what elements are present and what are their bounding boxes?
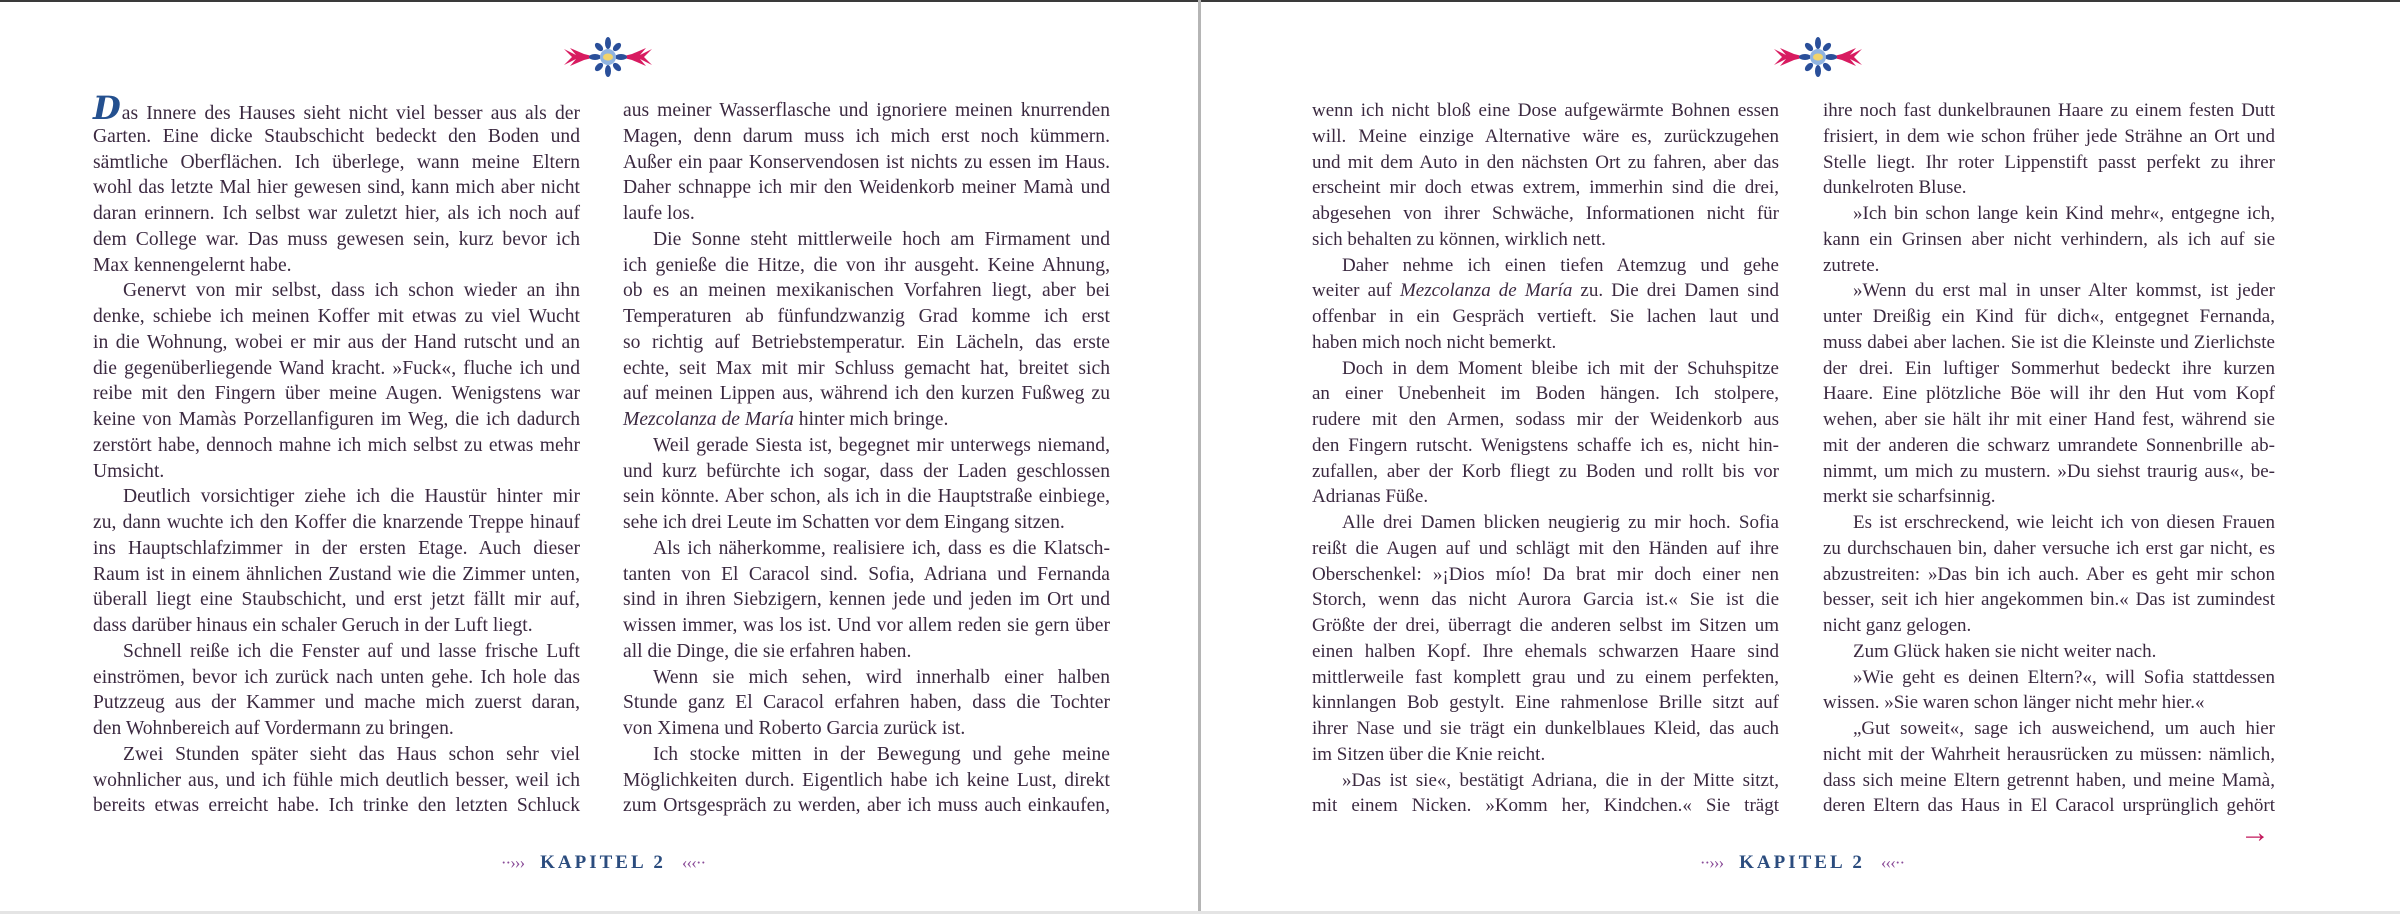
text-column <box>93 89 580 819</box>
line-text: reißt die Augen auf und schlägt mit den Händen auf ihre <box>1312 537 1779 559</box>
paragraph <box>1823 716 2275 819</box>
line-text: abzustreiten: »Das bin ich auch. Aber es geht mir schon <box>1823 563 2275 585</box>
line-text: sind in ihren Siebzigern, kennen jede und jeden im Ort und <box>623 589 1110 611</box>
line-text: mit einem Nicken. »Komm her, Kindchen.« Sie trägt <box>1312 795 1779 817</box>
text-line <box>1312 175 1779 201</box>
line-text: Es ist erschreckend, wie leicht ich von diesen Frauen <box>1853 512 2275 533</box>
line-text: »Wenn du erst mal in unser Alter kommst, ist jeder <box>1853 280 2275 302</box>
line-text: Schnell reiße ich die Fenster auf und lasse frische Luft <box>123 640 580 662</box>
text-line <box>1312 587 1779 613</box>
line-text: besser, seit ich hier angekommen bin.« Das ist zumindest <box>1823 589 2275 611</box>
line-text: all die Dinge, die sie erfahren haben. <box>623 640 912 662</box>
text-line <box>1823 150 2275 176</box>
text-line <box>1823 201 2275 227</box>
line-text: bereits etwas erreicht habe. Ich trinke den letzten Schluck <box>93 795 580 817</box>
line-text: unter Dreißig ein Kind für dich«, entgegnet Fernanda, <box>1823 306 2275 327</box>
line-text: Genervt von mir selbst, dass ich schon wieder an ihn <box>123 280 580 302</box>
line-text: Daher schnappe ich mir den Weidenkorb meiner Mamà und <box>623 177 1110 199</box>
line-text: wohnlicher aus, und ich fühle mich deutlich besser, weil ich <box>93 769 580 791</box>
paragraph <box>623 665 1110 742</box>
text-line <box>623 356 1110 382</box>
text-line <box>1312 278 1779 304</box>
line-text: im Sitzen über die Knie reicht. <box>1312 743 1546 765</box>
text-line <box>623 304 1110 330</box>
continue-arrow-icon: → <box>2240 816 2270 849</box>
text-line <box>1312 459 1779 485</box>
text-line <box>1312 227 1779 253</box>
line-text: sämtliche Oberflächen. Ich überlege, wann meine Eltern <box>93 151 580 173</box>
text-column <box>1312 98 1779 819</box>
line-text: Garten. Eine dicke Staubschicht bedeckt den Boden und <box>93 125 580 147</box>
text-line <box>623 536 1110 562</box>
text-line <box>1312 716 1779 742</box>
text-line <box>93 587 580 613</box>
line-text: Deutlich vorsichtiger ziehe ich die Haustür hinter mir <box>123 486 580 508</box>
line-text: sich behalten zu können, wirklich nett. <box>1312 228 1606 250</box>
line-text: und mit dem Auto in den nächsten Ort zu fahren, aber das <box>1312 151 1779 173</box>
line-text: echte, seit Max mit mir Schluss gemacht hat, breitet sich <box>623 357 1110 379</box>
line-text: Alle drei Damen blicken neugierig zu mir hoch. Sofia <box>1342 512 1779 533</box>
line-text: weiter auf <box>1312 280 1400 302</box>
line-text: zutrete. <box>1823 254 1880 276</box>
text-line <box>93 304 580 330</box>
text-line <box>1823 459 2275 485</box>
text-line <box>623 716 1110 742</box>
line-text: einen halben Kopf. Ihre ehemals schwarzen Haare sind <box>1312 640 1779 662</box>
footer-right-decoration: ‹‹‹·· <box>681 853 706 872</box>
paragraph <box>623 742 1110 819</box>
line-text: zerstört habe, dennoch mahne ich mich selbst zu etwas mehr <box>93 434 580 456</box>
paragraph <box>93 89 580 278</box>
chapter-label: KAPITEL 2 <box>1739 852 1865 873</box>
text-line <box>1823 433 2275 459</box>
line-text: keine von Mamàs Porzellanfiguren im Weg, die ich dadurch <box>93 409 580 430</box>
line-text: as Innere des Hauses sieht nicht viel besser aus als der <box>121 103 580 124</box>
text-line <box>623 201 1110 227</box>
line-text: muss dabei aber lachen. Sie ist die Kleinste und Zierlichste <box>1823 331 2275 353</box>
line-text: Wenn sie mich sehen, wird innerhalb einer halben <box>653 666 1110 688</box>
text-line <box>623 330 1110 356</box>
line-text: Die Sonne steht mittlerweile hoch am Firmament und <box>653 228 1110 250</box>
text-line <box>623 665 1110 691</box>
text-line <box>93 742 580 768</box>
text-line <box>1312 793 1779 819</box>
paragraph <box>623 227 1110 433</box>
line-text: Storch, wenn das nicht Aurora Garcia ist.« Sie ist die <box>1312 589 1779 611</box>
text-line <box>1823 407 2275 433</box>
line-text: wenn ich nicht bloß eine Dose aufgewärmte Bohnen essen <box>1312 100 1779 121</box>
text-line <box>623 278 1110 304</box>
text-line <box>93 562 580 588</box>
line-text: „Gut soweit«, sage ich ausweichend, um auch hier <box>1853 718 2275 739</box>
text-line <box>1312 381 1779 407</box>
text-line <box>1823 665 2275 691</box>
line-text: nicht ganz gelogen. <box>1823 615 1972 636</box>
paragraph <box>1823 639 2275 665</box>
text-line <box>1312 536 1779 562</box>
text-line <box>623 98 1110 124</box>
line-text: die gegenüberliegende Wand kracht. »Fuck«, fluche ich und <box>93 357 580 379</box>
text-line <box>1312 665 1779 691</box>
text-line <box>623 587 1110 613</box>
paragraph <box>1312 356 1779 511</box>
line-text: zufallen, aber der Korb fliegt zu Boden und rollt bis vor <box>1312 460 1779 482</box>
text-line <box>623 124 1110 150</box>
paragraph <box>623 98 1110 227</box>
line-text: haben mich noch nicht bemerkt. <box>1312 331 1557 353</box>
text-line <box>623 381 1110 407</box>
line-text: deren Eltern das Haus in El Caracol ursprünglich gehört <box>1823 795 2275 817</box>
line-text: Raum ist in einem ähnlichen Zustand wie die Zimmer unten, <box>93 563 580 585</box>
text-line <box>1312 742 1779 768</box>
line-text: tanten von El Caracol sind. Sofia, Adriana und Fernanda <box>623 563 1110 585</box>
text-line <box>1312 562 1779 588</box>
line-text: wohl das letzte Mal hier gewesen sind, kann mich aber nicht <box>93 177 580 199</box>
line-text: ich genieße die Hitze, die von ihr ausgeht. Keine Ahnung, <box>623 254 1110 276</box>
line-text: Ich stocke mitten in der Bewegung und gehe meine <box>653 743 1110 765</box>
running-footer <box>1700 852 1904 874</box>
text-line <box>1823 484 2275 510</box>
text-line <box>1312 433 1779 459</box>
footer-left-decoration: ··››› <box>500 853 525 872</box>
text-line <box>1823 613 2275 639</box>
text-line <box>623 768 1110 794</box>
line-text: Als ich näherkomme, realisiere ich, dass es die Klatsch- <box>653 537 1110 559</box>
text-line <box>1823 536 2275 562</box>
line-text: denke, schiebe ich meinen Koffer mit etwas zu viel Wucht <box>93 306 580 327</box>
paragraph <box>623 536 1110 665</box>
line-text: den Wohnbereich auf Vordermann zu bringen. <box>93 718 454 739</box>
line-text: nicht mit der Wahrheit herausrücken zu müssen: nämlich, <box>1823 743 2275 765</box>
text-line <box>623 484 1110 510</box>
text-line <box>1312 253 1779 279</box>
line-text: ihre noch fast dunkelbraunen Haare zu einem festen Dutt <box>1823 100 2275 121</box>
line-text: »Wie geht es deinen Eltern?«, will Sofia stattdessen <box>1853 666 2275 688</box>
line-text: Weil gerade Siesta ist, begegnet mir unterwegs niemand, <box>653 434 1110 456</box>
italic-title-text: Mezcolanza de María <box>1399 280 1573 302</box>
line-text: sehe ich drei Leute im Schatten vor dem Eingang sitzen. <box>623 512 1065 533</box>
text-line <box>93 381 580 407</box>
text-line <box>93 330 580 356</box>
paragraph <box>93 278 580 484</box>
line-text: Umsicht. <box>93 460 165 482</box>
text-line <box>93 150 580 176</box>
line-text: erscheint mir doch etwas extrem, immerhin sind die drei, <box>1312 177 1779 199</box>
text-line <box>1312 356 1779 382</box>
text-line <box>623 793 1110 819</box>
text-line <box>1823 253 2275 279</box>
text-line <box>1823 124 2275 150</box>
line-text: nimmt, um mich zu mustern. »Du siehst traurig aus«, be- <box>1823 460 2275 482</box>
text-line <box>93 407 580 433</box>
text-line <box>93 356 580 382</box>
text-line <box>93 690 580 716</box>
line-text: Adrianas Füße. <box>1312 486 1429 508</box>
text-line <box>1312 98 1779 124</box>
line-text: hinter mich bringe. <box>793 409 949 430</box>
text-line <box>1823 175 2275 201</box>
line-text: dem College war. Das muss gewesen sein, kurz bevor ich <box>93 228 580 250</box>
line-text: kinnlangen Bob gestylt. Eine rahmenlose Brille sitzt auf <box>1312 692 1779 714</box>
line-text: einströmen, bevor ich zurück nach unten gehe. Ich hole das <box>93 666 580 688</box>
text-line <box>1312 150 1779 176</box>
footer-right-decoration: ‹‹‹·· <box>1880 853 1905 872</box>
line-text: wehen, aber sie hält ihr mit einer Hand fest, während sie <box>1823 409 2275 430</box>
chapter-label: KAPITEL 2 <box>540 852 666 873</box>
line-text: dass sich meine Eltern getrennt haben, und meine Mamà, <box>1823 769 2275 791</box>
text-line <box>1312 768 1779 794</box>
text-line <box>1312 201 1779 227</box>
text-line <box>1823 716 2275 742</box>
paragraph <box>1312 510 1779 768</box>
text-line <box>1312 510 1779 536</box>
line-text: Doch in dem Moment bleibe ich mit der Schuhspitze <box>1342 357 1779 379</box>
text-line <box>1312 690 1779 716</box>
text-column <box>1823 98 2275 819</box>
text-line <box>93 639 580 665</box>
text-line <box>93 253 580 279</box>
paragraph <box>1823 201 2275 278</box>
text-line <box>1823 227 2275 253</box>
text-line <box>93 613 580 639</box>
paragraph <box>93 484 580 639</box>
line-text: sein könnte. Aber schon, als ich in die Hauptstraße einbiege, <box>623 486 1110 508</box>
page-gutter-divider <box>1198 0 1201 914</box>
text-line <box>623 150 1110 176</box>
text-line <box>1312 407 1779 433</box>
line-text: Stunde ganz El Caracol erfahren haben, dass die Tochter <box>623 692 1110 714</box>
line-text: Möglichkeiten durch. Eigentlich habe ich keine Lust, direkt <box>623 769 1110 791</box>
paragraph <box>623 433 1110 536</box>
text-line <box>1823 742 2275 768</box>
line-text: Zum Glück haken sie nicht weiter nach. <box>1853 640 2157 662</box>
text-line <box>1823 304 2275 330</box>
line-text: auf meinen Lippen aus, während ich den kurzen Fußweg zu <box>623 383 1110 405</box>
line-text: in die Wohnung, wobei er mir aus der Hand rutscht und an <box>93 331 580 353</box>
text-line <box>93 793 580 819</box>
text-line <box>1823 562 2275 588</box>
line-text: Max kennengelernt habe. <box>93 254 292 276</box>
text-line <box>623 742 1110 768</box>
left-page <box>0 0 1198 914</box>
text-line <box>623 510 1110 536</box>
floral-ornament-icon <box>1772 35 1864 79</box>
line-text: will. Meine einzige Alternative wäre es, zurückzugehen <box>1312 125 1779 147</box>
text-line <box>1823 381 2275 407</box>
line-text: ob es an meinen mexikanischen Vorfahren liegt, aber bei <box>623 280 1110 302</box>
line-text: mittlerweile fast komplett grau und zu einem perfekten, <box>1312 666 1779 688</box>
line-text: rudere mit den Armen, sodass mir der Weidenkorb aus <box>1312 409 1779 430</box>
line-text: so richtig auf Betriebstemperatur. Ein Lächeln, das erste <box>623 331 1110 353</box>
line-text: »Ich bin schon lange kein Kind mehr«, entgegne ich, <box>1853 203 2275 224</box>
line-text: den Fingern rutscht. Wenigstens schaffe ich es, nicht hin- <box>1312 434 1779 456</box>
text-line <box>623 407 1110 433</box>
line-text: daran erinnern. Ich selbst war zuletzt hier, als ich noch auf <box>93 203 580 224</box>
text-line <box>1823 510 2275 536</box>
line-text: Größte der drei, überragt die anderen selbst im Sitzen um <box>1312 615 1779 636</box>
line-text: zu. Die drei Damen sind <box>1572 280 1779 302</box>
text-line <box>1823 587 2275 613</box>
text-line <box>93 510 580 536</box>
text-line <box>93 484 580 510</box>
paragraph <box>93 742 580 819</box>
line-text: merkt sie scharfsinnig. <box>1823 486 1996 508</box>
text-line <box>93 716 580 742</box>
text-column <box>623 98 1110 819</box>
text-line <box>623 459 1110 485</box>
text-line <box>1823 278 2275 304</box>
line-text: abgesehen von ihrer Schwäche, Informationen nicht für <box>1312 203 1779 224</box>
line-text: dass darüber hinaus ein schaler Geruch in der Luft liegt. <box>93 615 533 636</box>
line-text: Magen, denn darum muss ich mich erst noch kümmern. <box>623 125 1110 147</box>
line-text: mit der anderen die schwarz umrandete Sonnenbrille ab- <box>1823 434 2275 456</box>
paragraph <box>1823 665 2275 717</box>
line-text: dunkelroten Bluse. <box>1823 177 1967 199</box>
line-text: laufe los. <box>623 203 695 224</box>
text-line <box>93 459 580 485</box>
line-text: zum Ortsgespräch zu werden, aber ich muss auch einkaufen, <box>623 795 1110 817</box>
line-text: offenbar in ein Gespräch vertieft. Sie lachen laut und <box>1312 306 1779 327</box>
text-line <box>93 201 580 227</box>
text-line <box>623 562 1110 588</box>
text-line <box>623 613 1110 639</box>
paragraph <box>93 639 580 742</box>
text-line <box>623 639 1110 665</box>
text-line <box>93 175 580 201</box>
paragraph <box>1312 253 1779 356</box>
running-footer <box>501 852 705 874</box>
line-text: Zwei Stunden später sieht das Haus schon sehr viel <box>123 743 580 765</box>
text-line <box>623 433 1110 459</box>
text-line <box>1312 484 1779 510</box>
paragraph <box>1823 278 2275 510</box>
floral-ornament-icon <box>562 35 654 79</box>
text-line <box>1823 768 2275 794</box>
text-line <box>1312 304 1779 330</box>
text-line <box>1823 356 2275 382</box>
line-text: und kurz befürchte ich sogar, dass der Laden geschlossen <box>623 460 1110 482</box>
paragraph <box>1823 510 2275 639</box>
line-text: Temperaturen ab fünfundzwanzig Grad komme ich erst <box>623 306 1110 327</box>
line-text: frisiert, in dem wie schon früher jede Strähne an Ort und <box>1823 125 2275 147</box>
line-text: Daher nehme ich einen tiefen Atemzug und gehe <box>1342 254 1779 276</box>
line-text: ins Hauptschlafzimmer in der ersten Etage. Auch dieser <box>93 537 580 559</box>
line-text: ihrer Nase und sie trägt ein dunkelblaues Kleid, das auch <box>1312 718 1779 739</box>
line-text: an einer Unebenheit im Boden hängen. Ich stolpere, <box>1312 383 1779 405</box>
text-line <box>1823 639 2275 665</box>
line-text: zu durchschauen bin, daher versuche ich erst gar nicht, es <box>1823 537 2275 559</box>
paragraph <box>1312 768 1779 820</box>
line-text: aus meiner Wasserflasche und ignoriere meinen knurrenden <box>623 100 1110 121</box>
paragraph <box>1823 98 2275 201</box>
text-line <box>93 227 580 253</box>
text-line <box>1312 613 1779 639</box>
text-line <box>623 253 1110 279</box>
text-line <box>1823 98 2275 124</box>
line-text: wissen. »Sie waren schon länger nicht mehr hier.« <box>1823 692 2205 714</box>
text-line <box>623 175 1110 201</box>
text-line <box>1312 639 1779 665</box>
text-line <box>93 433 580 459</box>
line-text: reibe mit den Fingern über meine Augen. Wenigstens war <box>93 383 580 405</box>
line-text: Oberschenkel: »¡Dios mío! Da brat mir doch einer nen <box>1312 563 1779 585</box>
line-text: wissen immer, was los ist. Und vor allem reden sie gern über <box>623 615 1110 636</box>
line-text: der drei. Ein luftiger Sommerhut bedeckt ihre kurzen <box>1823 357 2275 379</box>
line-text: zu, dann wuchte ich den Koffer die knarzende Treppe hinauf <box>93 512 580 533</box>
line-text: »Das ist sie«, bestätigt Adriana, die in der Mitte sitzt, <box>1342 769 1779 791</box>
text-line <box>93 665 580 691</box>
text-line <box>623 690 1110 716</box>
line-text: von Ximena und Roberto Garcia zurück ist. <box>623 718 966 739</box>
line-text: kann ein Grinsen aber nicht verhindern, als ich auf sie <box>1823 228 2275 250</box>
text-line <box>1823 690 2275 716</box>
text-line <box>1823 793 2275 819</box>
text-line <box>93 124 580 150</box>
text-line <box>93 278 580 304</box>
paragraph <box>1312 98 1779 253</box>
line-text: überall liegt eine Staubschicht, und erst jetzt fällt mir auf, <box>93 589 580 611</box>
text-line <box>93 768 580 794</box>
text-line <box>1823 330 2275 356</box>
drop-cap: D <box>93 89 121 127</box>
footer-left-decoration: ··››› <box>1699 853 1724 872</box>
text-line <box>93 536 580 562</box>
text-line <box>1312 124 1779 150</box>
line-text: Putzzeug aus der Kammer und mache mich zuerst daran, <box>93 692 580 714</box>
text-line <box>623 227 1110 253</box>
line-text: Außer ein paar Konservendosen ist nichts zu essen im Haus. <box>623 151 1110 173</box>
line-text: Stelle liegt. Ihr roter Lippenstift passt perfekt zu ihrer <box>1823 151 2275 173</box>
line-text: Haare. Eine plötzliche Böe will ihr den Hut vom Kopf <box>1823 383 2275 405</box>
text-line <box>1312 330 1779 356</box>
text-line <box>93 89 580 127</box>
italic-title-text: Mezcolanza de María <box>623 409 794 430</box>
